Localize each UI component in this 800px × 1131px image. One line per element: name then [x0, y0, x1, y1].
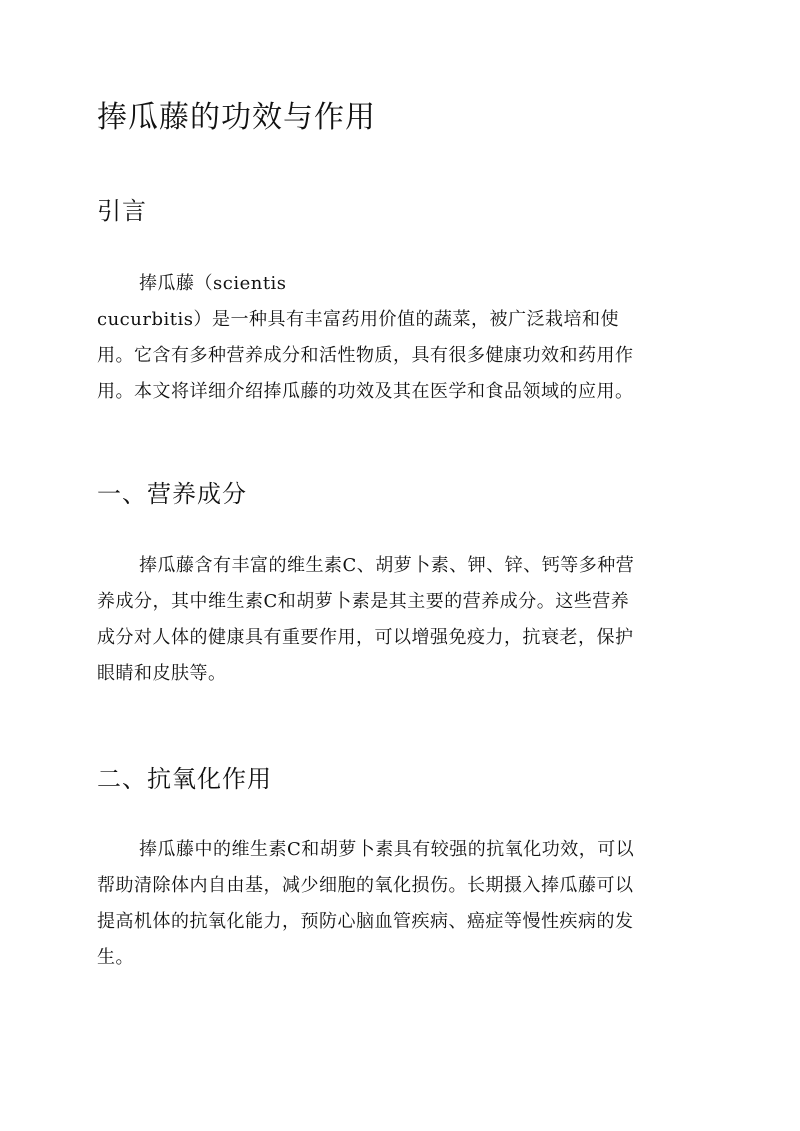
paragraph-line: 眼睛和皮肤等。: [97, 663, 227, 684]
paragraph-line: 帮助清除体内自由基，减少细胞的氧化损伤。长期摄入捧瓜藤可以: [97, 875, 634, 896]
paragraph-line: 用。它含有多种营养成分和活性物质，具有很多健康功效和药用作: [97, 345, 634, 366]
section-paragraph-antioxidant: [97, 832, 705, 976]
paragraph-line: 用。本文将详细介绍捧瓜藤的功效及其在医学和食品领域的应用。: [97, 381, 634, 402]
section-heading-nutrition: 一、营养成分: [97, 480, 247, 508]
paragraph-line: 捧瓜藤中的维生素C和胡萝卜素具有较强的抗氧化功效，可以: [139, 839, 635, 860]
section-paragraph-nutrition: [97, 548, 705, 692]
paragraph-line: 生。: [97, 947, 134, 968]
paragraph-line: 养成分，其中维生素C和胡萝卜素是其主要的营养成分。这些营养: [97, 591, 630, 612]
section-heading-antioxidant: 二、抗氧化作用: [97, 765, 272, 793]
paragraph-line: 捧瓜藤（scientis: [139, 273, 287, 294]
document-title: 捧瓜藤的功效与作用: [97, 100, 376, 135]
paragraph-line: 成分对人体的健康具有重要作用，可以增强免疫力，抗衰老，保护: [97, 627, 634, 648]
paragraph-line: 捧瓜藤含有丰富的维生素C、胡萝卜素、钾、锌、钙等多种营: [139, 555, 635, 576]
paragraph-line: 提高机体的抗氧化能力，预防心脑血管疾病、癌症等慢性疾病的发: [97, 911, 634, 932]
section-paragraph-intro: [97, 266, 705, 410]
section-heading-intro: 引言: [97, 197, 147, 225]
paragraph-line: cucurbitis）是一种具有丰富药用价值的蔬菜，被广泛栽培和使: [97, 309, 619, 330]
